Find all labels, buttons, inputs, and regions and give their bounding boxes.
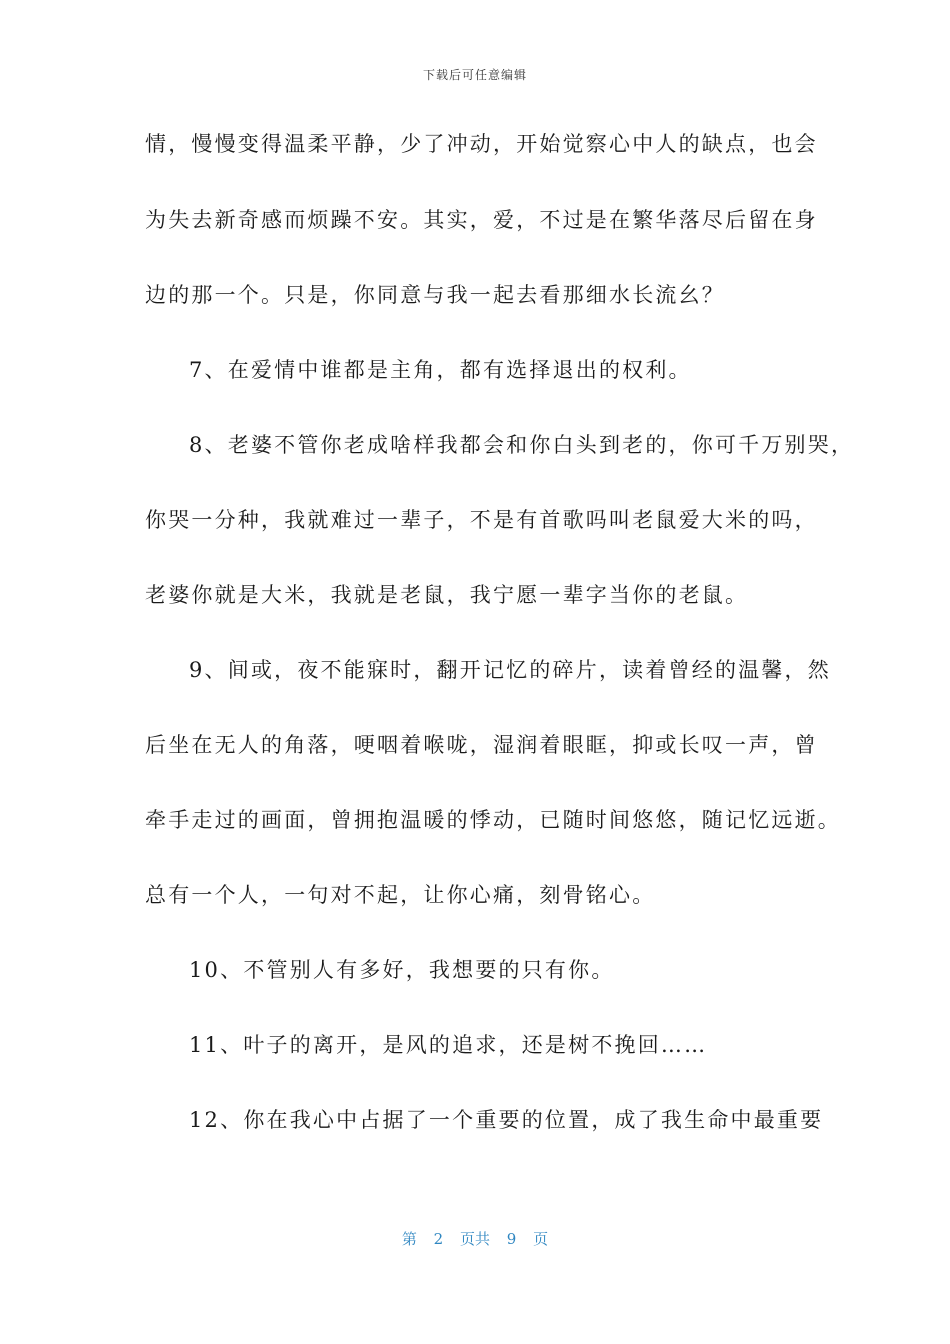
text-line: 后坐在无人的角落，哽咽着喉咙，湿润着眼眶，抑或长叹一声，曾 (145, 733, 818, 757)
text-line: 总有一个人，一句对不起，让你心痛，刻骨铭心。 (145, 883, 656, 907)
current-page-number: 2 (433, 1230, 444, 1248)
total-pages-number: 9 (506, 1230, 517, 1248)
list-item-8: 8、老婆不管你老成啥样我都会和你白头到老的，你可千万别哭， (189, 433, 855, 457)
list-item-12: 12、你在我心中占据了一个重要的位置，成了我生命中最重要 (189, 1108, 824, 1132)
list-item-7: 7、在爱情中谁都是主角，都有选择退出的权利。 (189, 358, 692, 382)
page-header: 下载后可任意编辑 (422, 68, 527, 82)
text-line: 情，慢慢变得温柔平静，少了冲动，开始觉察心中人的缺点，也会 (145, 132, 818, 156)
text-line: 为失去新奇感而烦躁不安。其实，爱，不过是在繁华落尽后留在身 (145, 208, 818, 232)
list-item-11: 11、叶子的离开，是风的追求，还是树不挽回…… (189, 1033, 708, 1057)
text-line: 边的那一个。只是，你同意与我一起去看那细水长流幺？ (145, 283, 725, 307)
list-item-10: 10、不管别人有多好，我想要的只有你。 (189, 958, 615, 982)
text-line: 牵手走过的画面，曾拥抱温暖的悸动，已随时间悠悠，随记忆远逝。 (145, 808, 841, 832)
text-line: 老婆你就是大米，我就是老鼠，我宁愿一辈字当你的老鼠。 (145, 583, 749, 607)
page-label-mid: 页共 (459, 1230, 490, 1248)
text-line: 你哭一分种，我就难过一辈子，不是有首歌吗叫老鼠爱大米的吗， (145, 508, 818, 532)
list-item-9: 9、间或，夜不能寐时，翻开记忆的碎片，读着曾经的温馨，然 (189, 658, 831, 682)
page-label-prefix: 第 (401, 1230, 417, 1248)
page-label-suffix: 页 (533, 1230, 549, 1248)
page-footer (0, 1228, 950, 1249)
